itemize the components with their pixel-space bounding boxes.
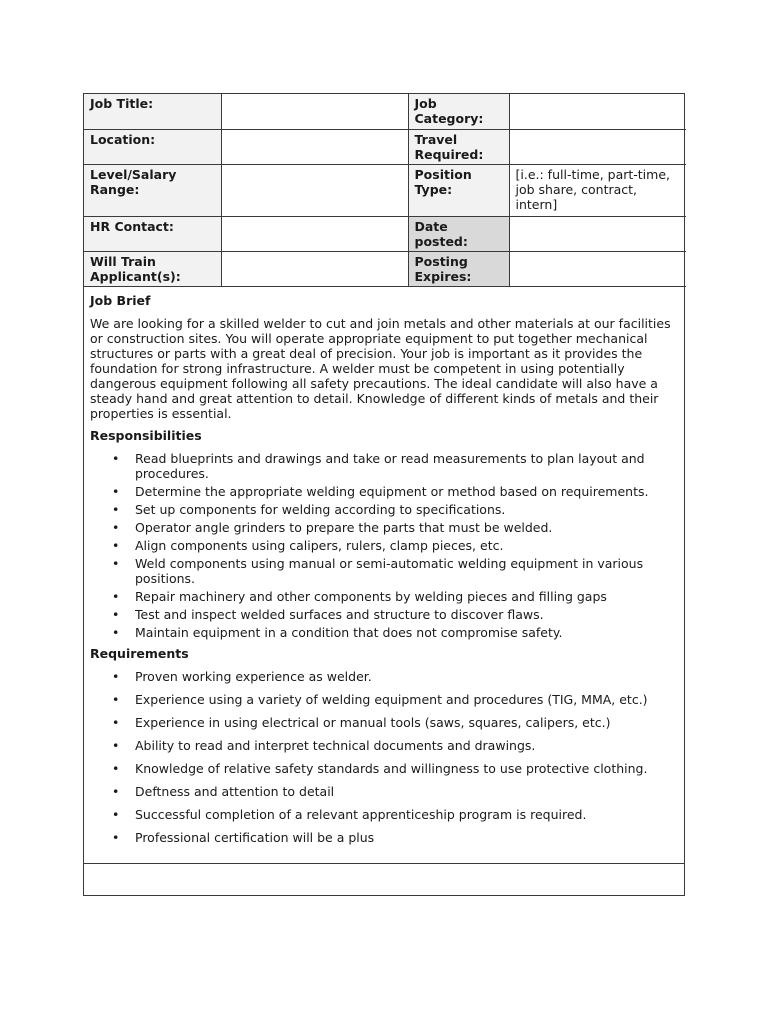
job-header-table: [84, 94, 686, 287]
hr-contact-field[interactable]: [221, 216, 408, 251]
list-item: • Knowledge of relative safety standards and willingness to use protective clothing.: [90, 761, 678, 776]
table-row: [84, 216, 686, 251]
job-description-form: [83, 93, 685, 896]
job-title-label: Job Title:: [84, 94, 221, 129]
job-body: [84, 287, 684, 863]
job-category-field[interactable]: [509, 94, 686, 129]
location-field[interactable]: [221, 129, 408, 164]
job-category-label: Job Category:: [408, 94, 509, 129]
list-item: • Set up components for welding according to specifications.: [90, 502, 678, 517]
list-item: • Proven working experience as welder.: [90, 669, 678, 684]
table-row: [84, 129, 686, 164]
list-item: • Determine the appropriate welding equipment or method based on requirements.: [90, 484, 678, 499]
responsibilities-heading: Responsibilities: [90, 427, 202, 443]
table-row: [84, 251, 686, 286]
list-item: • Experience in using electrical or manual tools (saws, squares, calipers, etc.): [90, 715, 678, 730]
list-item: • Weld components using manual or semi-automatic welding equipment in various positions.: [90, 556, 678, 586]
list-item: • Successful completion of a relevant apprenticeship program is required.: [90, 807, 678, 822]
location-label: Location:: [84, 129, 221, 164]
table-row: [84, 164, 686, 216]
travel-required-field[interactable]: [509, 129, 686, 164]
list-item: • Experience using a variety of welding equipment and procedures (TIG, MMA, etc.): [90, 692, 678, 707]
posting-expires-field[interactable]: [509, 251, 686, 286]
will-train-label: Will Train Applicant(s):: [84, 251, 221, 286]
job-title-field[interactable]: [221, 94, 408, 129]
level-salary-label: Level/Salary Range:: [84, 164, 221, 216]
date-posted-field[interactable]: [509, 216, 686, 251]
travel-required-label: Travel Required:: [408, 129, 509, 164]
list-item: • Professional certification will be a plus: [90, 830, 678, 845]
will-train-field[interactable]: [221, 251, 408, 286]
posting-expires-label: Posting Expires:: [408, 251, 509, 286]
responsibilities-list: [90, 451, 678, 640]
position-type-field[interactable]: [i.e.: full-time, part-time, job share, contract, intern]: [509, 164, 686, 216]
list-item: • Read blueprints and drawings and take or read measurements to plan layout and procedures.: [90, 451, 678, 481]
job-brief-heading: Job Brief: [90, 292, 151, 308]
requirements-heading: Requirements: [90, 645, 189, 661]
list-item: • Test and inspect welded surfaces and structure to discover flaws.: [90, 607, 678, 622]
list-item: • Maintain equipment in a condition that does not compromise safety.: [90, 625, 678, 640]
table-row: [84, 94, 686, 129]
list-item: • Repair machinery and other components by welding pieces and filling gaps: [90, 589, 678, 604]
position-type-label: Position Type:: [408, 164, 509, 216]
list-item: • Deftness and attention to detail: [90, 784, 678, 799]
level-salary-field[interactable]: [221, 164, 408, 216]
blank-footer-row[interactable]: [84, 863, 684, 895]
job-brief-text: We are looking for a skilled welder to cut and join metals and other materials at our facilities or construction sites. You will operate appropriate equipment to put together mechanical structures or parts with a great deal of precision. Your job is important as it provides the foundation for strong infrastructure. A welder must be competent in using potentially dangerous equipment following all safety precautions. The ideal candidate will also have a steady hand and great attention to detail. Knowledge of different kinds of metals and their properties is essential.: [90, 315, 671, 421]
list-item: • Align components using calipers, rulers, clamp pieces, etc.: [90, 538, 678, 553]
list-item: • Operator angle grinders to prepare the parts that must be welded.: [90, 520, 678, 535]
hr-contact-label: HR Contact:: [84, 216, 221, 251]
date-posted-label: Date posted:: [408, 216, 509, 251]
requirements-list: [90, 669, 678, 845]
list-item: • Ability to read and interpret technical documents and drawings.: [90, 738, 678, 753]
